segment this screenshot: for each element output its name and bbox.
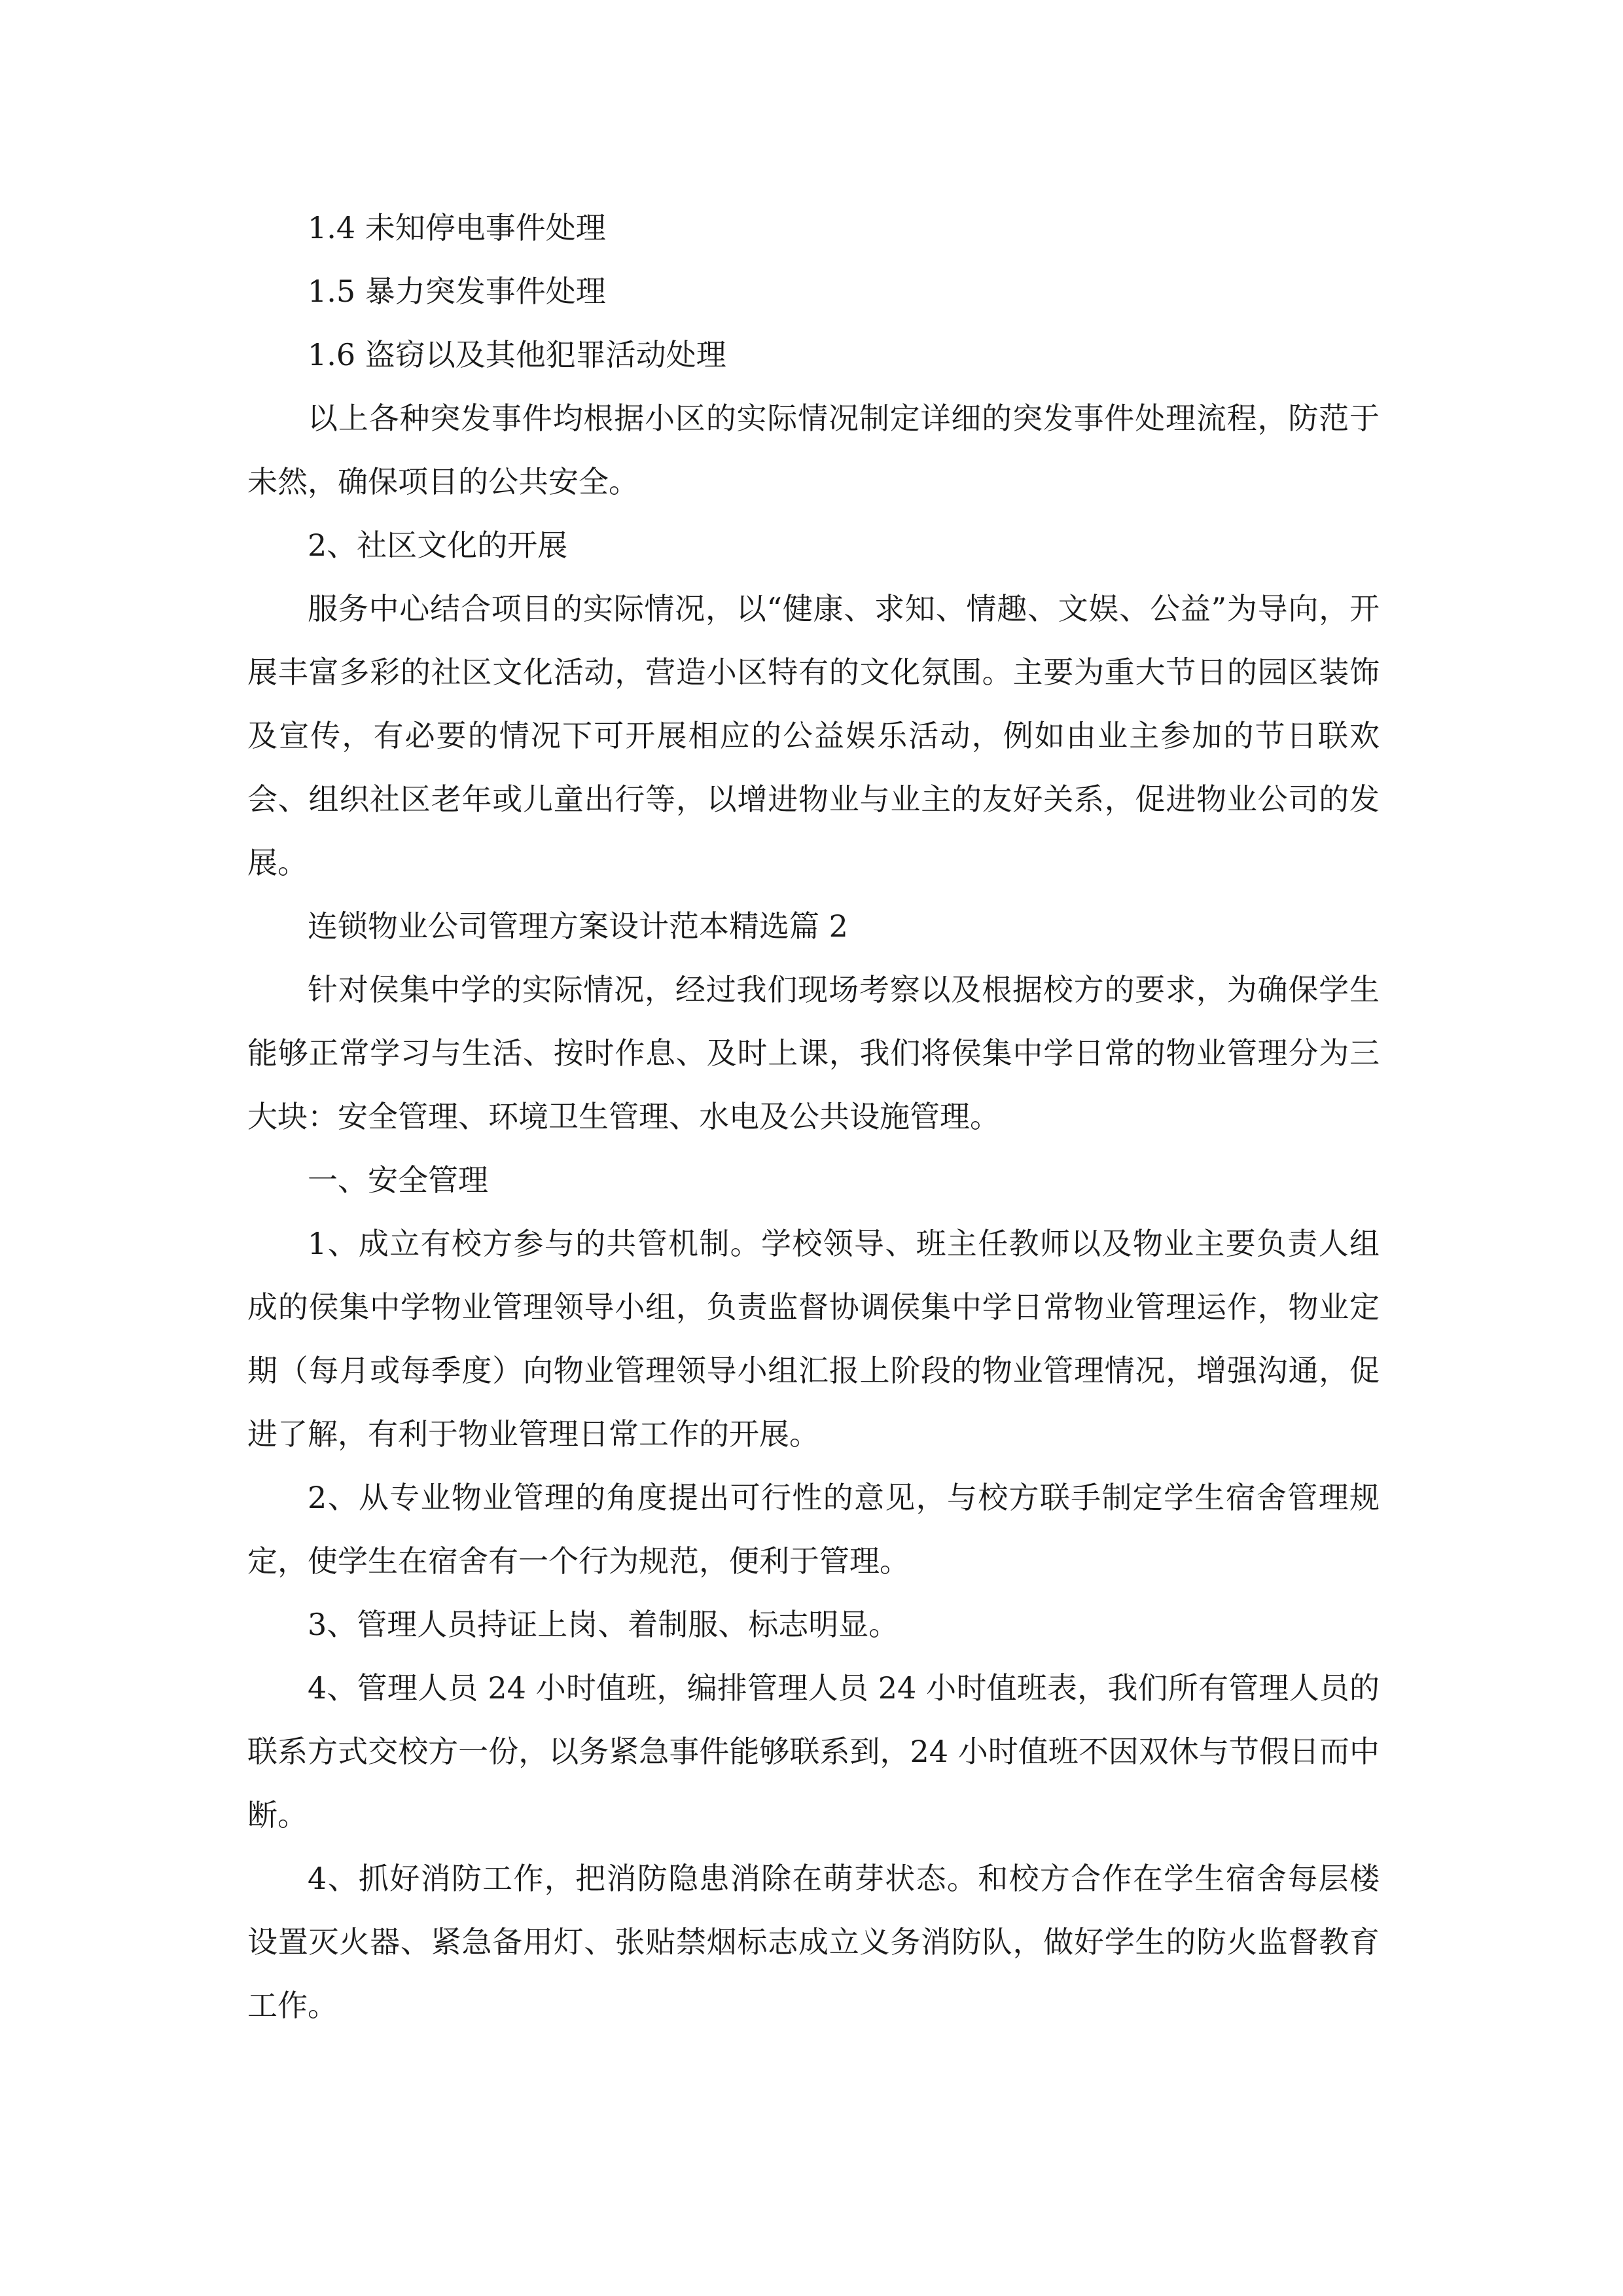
section-safety-heading: 一、安全管理 <box>308 1162 488 1198</box>
item-1-4: 1.4 未知停电事件处理 <box>308 210 606 245</box>
safety-item-4-fire: 4、抓好消防工作，把消防隐患消除在萌芽状态。和校方合作在学生宿舍每层楼设置灭火器、紧急备用灯、张贴禁烟标志成立义务消防队，做好学生的防火监督教育工作。 <box>247 1861 1380 2023</box>
document-page <box>247 196 1380 2037</box>
intro-paragraph: 针对侯集中学的实际情况，经过我们现场考察以及根据校方的要求，为确保学生能够正常学习与生活、按时作息、及时上课，我们将侯集中学日常的物业管理分为三大块：安全管理、环境卫生管理、水电及公共设施管理。 <box>247 972 1380 1134</box>
emergency-summary-paragraph: 以上各种突发事件均根据小区的实际情况制定详细的突发事件处理流程，防范于未然，确保项目的公共安全。 <box>247 401 1380 499</box>
community-culture-paragraph: 服务中心结合项目的实际情况，以“健康、求知、情趣、文娱、公益”为导向，开展丰富多彩的社区文化活动，营造小区特有的文化氛围。主要为重大节日的园区装饰及宣传，有必要的情况下可开展相应的公益娱乐活动，例如由业主参加的节日联欢会、组织社区老年或儿童出行等，以增进物业与业主的友好关系，促进物业公司的发展。 <box>247 591 1380 880</box>
safety-item-3: 3、管理人员持证上岗、着制服、标志明显。 <box>308 1607 899 1642</box>
section-community-culture-heading: 2、社区文化的开展 <box>308 528 568 563</box>
safety-item-1: 1、成立有校方参与的共管机制。学校领导、班主任教师以及物业主要负责人组成的侯集中学物业管理领导小组，负责监督协调侯集中学日常物业管理运作，物业定期（每月或每季度）向物业管理领导小组汇报上阶段的物业管理情况，增强沟通，促进了解，有利于物业管理日常工作的开展。 <box>247 1226 1380 1452</box>
item-1-5: 1.5 暴力突发事件处理 <box>308 274 606 309</box>
item-1-6: 1.6 盗窃以及其他犯罪活动处理 <box>308 337 726 372</box>
safety-item-2: 2、从专业物业管理的角度提出可行性的意见，与校方联手制定学生宿舍管理规定，使学生在宿舍有一个行为规范，便利于管理。 <box>247 1480 1380 1579</box>
article-title-part-2: 连锁物业公司管理方案设计范本精选篇 2 <box>308 908 848 944</box>
safety-item-4-duty: 4、管理人员 24 小时值班，编排管理人员 24 小时值班表，我们所有管理人员的联系方式交校方一份，以务紧急事件能够联系到，24 小时值班不因双休与节假日而中断。 <box>247 1670 1380 1833</box>
